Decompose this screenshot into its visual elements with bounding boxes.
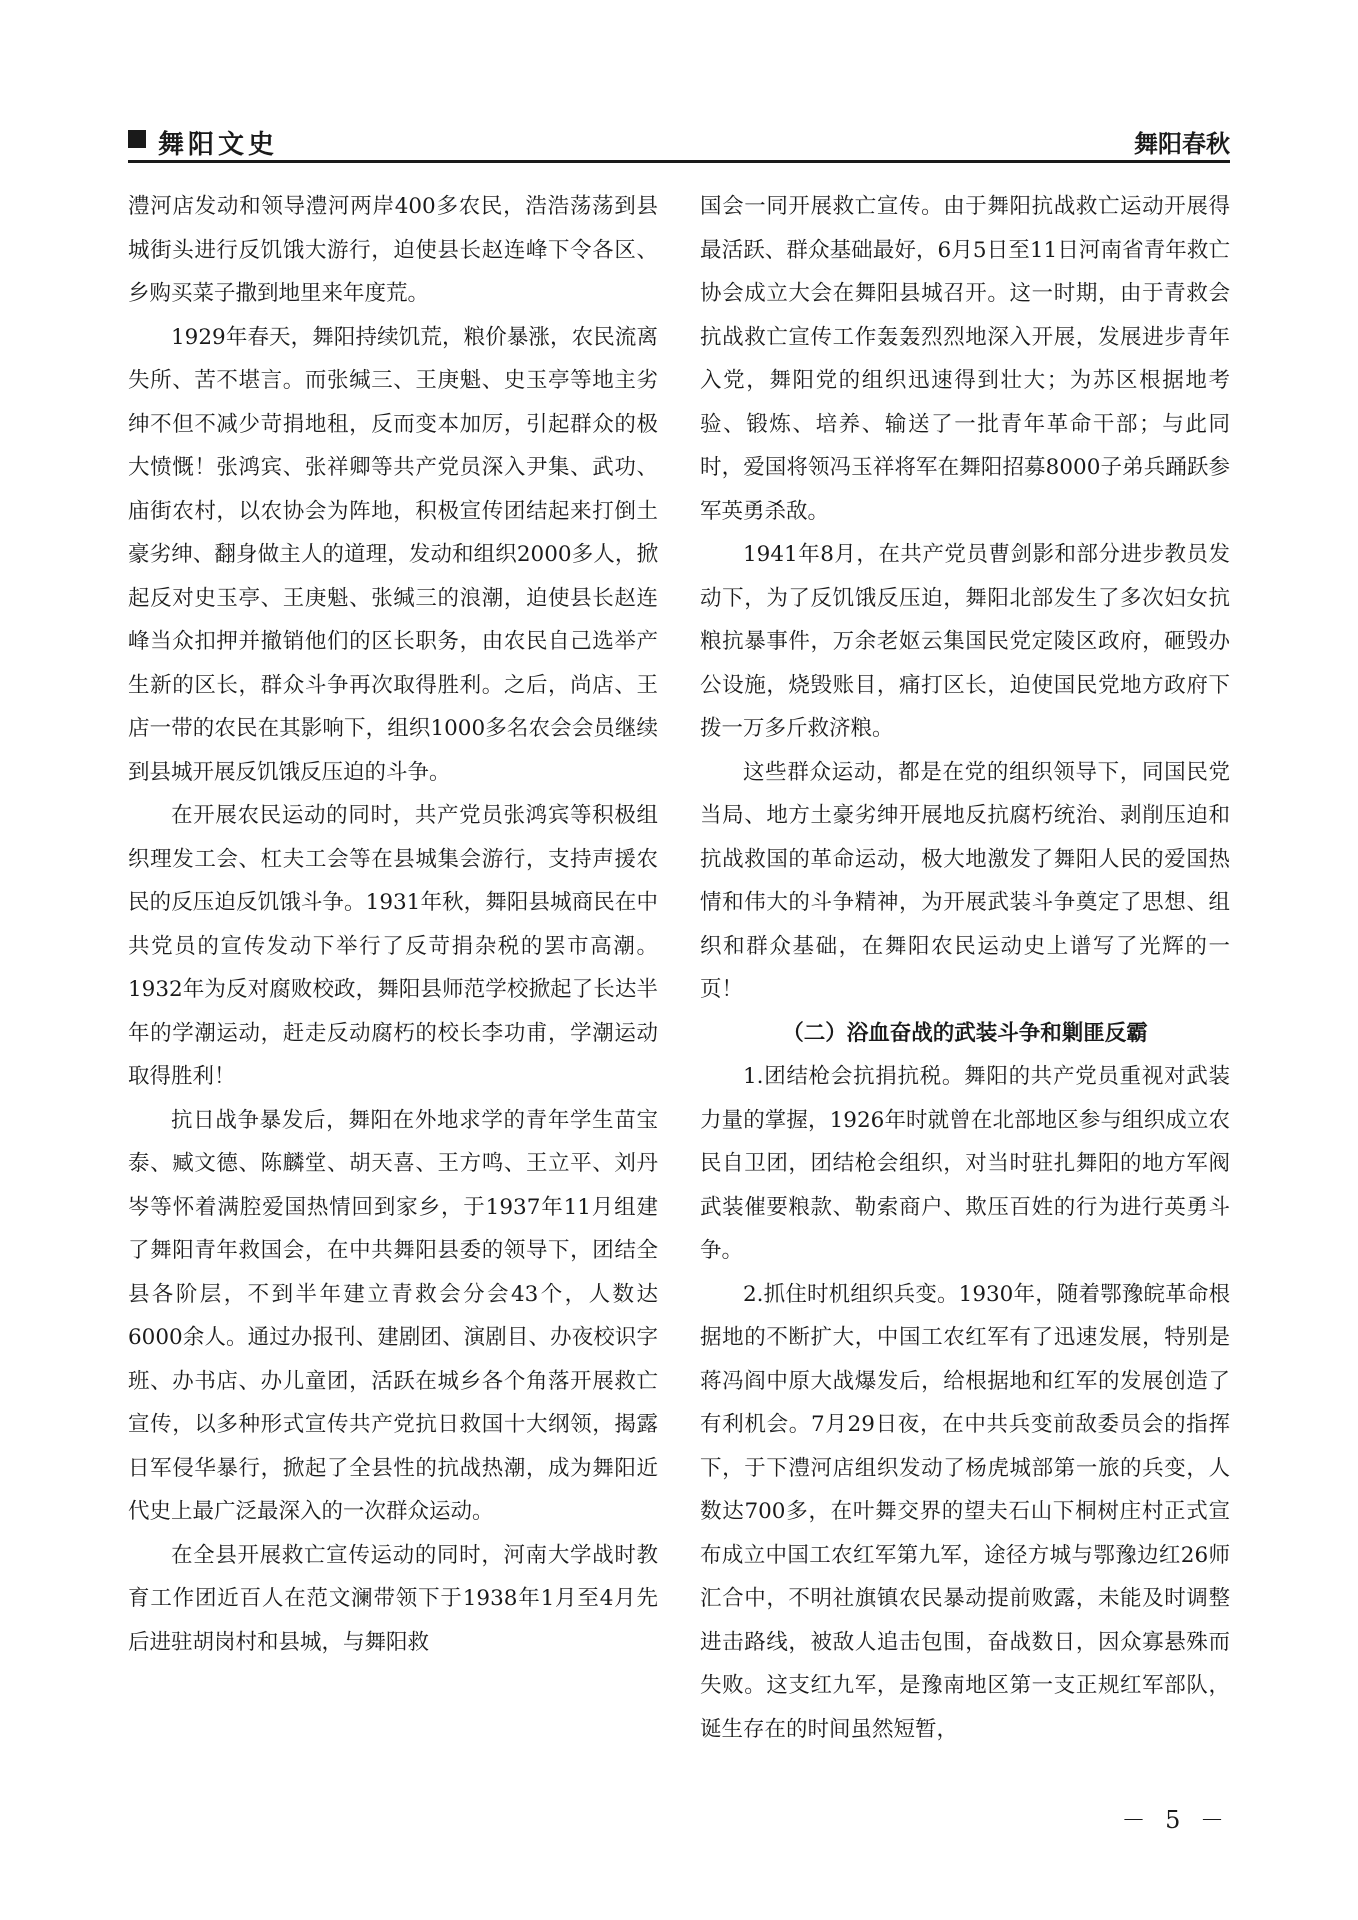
section-subheading: （二）浴血奋战的武装斗争和剿匪反霸 xyxy=(782,1020,1148,1046)
paragraph: 国会一同开展救亡宣传。由于舞阳抗战救亡运动开展得最活跃、群众基础最好，6月5日至11日河南省青年救亡协会成立大会在舞阳县城召开。这一时期，由于青救会抗战救亡宣传工作轰轰烈烈地深入开展，发展进步青年入党，舞阳党的组织迅速得到壮大；为苏区根据地考验、锻炼、培养、输送了一批青年革命干部；与此同时，爱国将领冯玉祥将军在舞阳招募8000子弟兵踊跃参军英勇杀敌。 xyxy=(700,194,1230,524)
paragraph: 澧河店发动和领导澧河两岸400多农民，浩浩荡荡到县城街头进行反饥饿大游行，迫使县长赵连峰下令各区、乡购买菜子撒到地里来年度荒。 xyxy=(128,194,658,306)
paragraph: 1941年8月，在共产党员曹剑影和部分进步教员发动下，为了反饥饿反压迫，舞阳北部发生了多次妇女抗粮抗暴事件，万余老妪云集国民党定陵区政府，砸毁办公设施，烧毁账目，痛打区长，迫使国民党地方政府下拨一万多斤救济粮。 xyxy=(700,542,1230,741)
page-number: － 5 － xyxy=(1121,1806,1230,1834)
paragraph: 这些群众运动，都是在党的组织领导下，同国民党当局、地方土豪劣绅开展地反抗腐朽统治、剥削压迫和抗战救国的革命运动，极大地激发了舞阳人民的爱国热情和伟大的斗争精神，为开展武装斗争奠定了思想、组织和群众基础，在舞阳农民运动史上谱写了光辉的一页！ xyxy=(700,759,1230,1002)
journal-title: 舞阳文史 xyxy=(158,130,279,160)
paragraph: 在开展农民运动的同时，共产党员张鸿宾等积极组织理发工会、杠夫工会等在县城集会游行，支持声援农民的反压迫反饥饿斗争。1931年秋，舞阳县城商民在中共党员的宣传发动下举行了反苛捐杂税的罢市高潮。1932年为反对腐败校政，舞阳县师范学校掀起了长达半年的学潮运动，赶走反动腐朽的校长李功甫，学潮运动取得胜利！ xyxy=(128,803,658,1089)
paragraph: 2.抓住时机组织兵变。1930年，随着鄂豫皖革命根据地的不断扩大，中国工农红军有了迅速发展，特别是蒋冯阎中原大战爆发后，给根据地和红军的发展创造了有利机会。7月29日夜，在中共兵变前敌委员会的指挥下，于下澧河店组织发动了杨虎城部第一旅的兵变，人数达700多，在叶舞交界的望夫石山下桐树庄村正式宣布成立中国工农红军第九军，途径方城与鄂豫边红26师汇合中，不明社旗镇农民暴动提前败露，未能及时调整进击路线，被敌人追击包围，奋战数日，因众寡悬殊而失败。这支红九军，是豫南地区第一支正规红军部队，诞生存在的时间虽然短暂， xyxy=(700,1281,1230,1742)
header-square-icon xyxy=(128,130,146,148)
paragraph: 抗日战争暴发后，舞阳在外地求学的青年学生苗宝泰、臧文德、陈麟堂、胡天喜、王方鸣、王立平、刘丹岑等怀着满腔爱国热情回到家乡，于1937年11月组建了舞阳青年救国会，在中共舞阳县委的领导下，团结全县各阶层，不到半年建立青救会分会43个，人数达6000余人。通过办报刊、建剧团、演剧目、办夜校识字班、办书店、办儿童团，活跃在城乡各个角落开展救亡宣传，以多种形式宣传共产党抗日救国十大纲领，揭露日军侵华暴行，掀起了全县性的抗战热潮，成为舞阳近代史上最广泛最深入的一次群众运动。 xyxy=(128,1107,658,1524)
section-title: 舞阳春秋 xyxy=(1134,130,1230,158)
left-column xyxy=(128,185,658,1664)
page-header xyxy=(128,126,1230,166)
header-rule xyxy=(128,160,1230,163)
paragraph: 1929年春天，舞阳持续饥荒，粮价暴涨，农民流离失所、苦不堪言。而张缄三、王庚魁、史玉亭等地主劣绅不但不减少苛捐地租，反而变本加厉，引起群众的极大愤慨！张鸿宾、张祥卿等共产党员深入尹集、武功、庙街农村，以农协会为阵地，积极宣传团结起来打倒土豪劣绅、翻身做主人的道理，发动和组织2000多人，掀起反对史玉亭、王庚魁、张缄三的浪潮，迫使县长赵连峰当众扣押并撤销他们的区长职务，由农民自己选举产生新的区长，群众斗争再次取得胜利。之后，尚店、王店一带的农民在其影响下，组织1000多名农会会员继续到县城开展反饥饿反压迫的斗争。 xyxy=(128,324,658,785)
paragraph: 1.团结枪会抗捐抗税。舞阳的共产党员重视对武装力量的掌握，1926年时就曾在北部地区参与组织成立农民自卫团，团结枪会组织，对当时驻扎舞阳的地方军阀武装催要粮款、勒索商户、欺压百姓的行为进行英勇斗争。 xyxy=(700,1064,1230,1263)
right-column xyxy=(700,185,1230,1751)
paragraph: 在全县开展救亡宣传运动的同时，河南大学战时教育工作团近百人在范文澜带领下于1938年1月至4月先后进驻胡岗村和县城，与舞阳救 xyxy=(128,1542,658,1655)
